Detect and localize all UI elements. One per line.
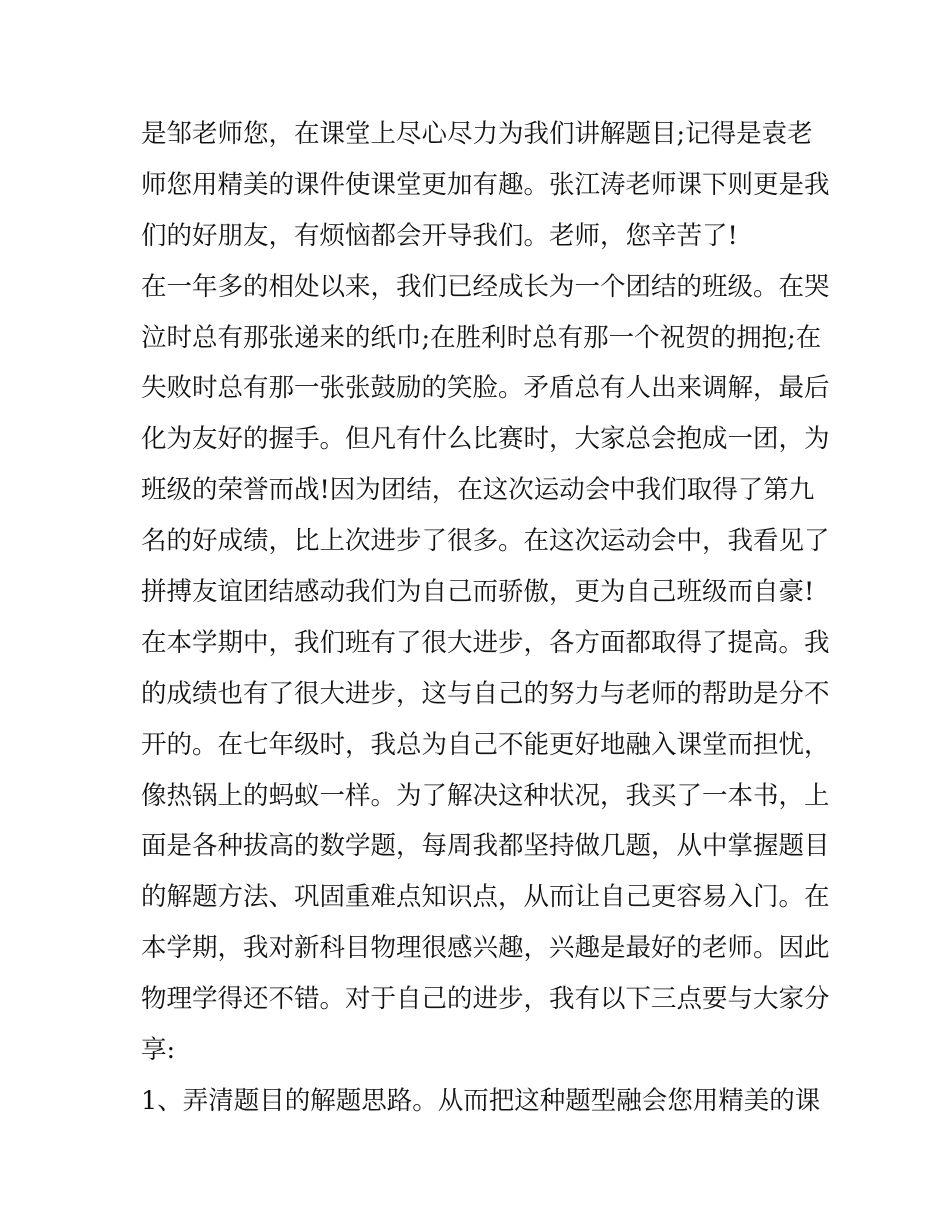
text-line: 化为友好的握手。但凡有什么比赛时，大家总会抱成一团，为 [141,424,830,455]
text-line: 像热锅上的蚂蚁一样。为了解决这种状况，我买了一本书，上 [141,780,830,811]
text-line: 的成绩也有了很大进步，这与自己的努力与老师的帮助是分不 [141,678,830,709]
text-line: 本学期，我对新科目物理很感兴趣，兴趣是最好的老师。因此 [141,933,830,964]
text-line: 失败时总有那一张张鼓励的笑脸。矛盾总有人出来调解，最后 [141,373,830,404]
text-line: 泣时总有那张递来的纸巾;在胜利时总有那一个祝贺的拥抱;在 [141,322,822,353]
text-line: 面是各种拔高的数学题，每周我都坚持做几题，从中掌握题目 [141,831,830,862]
text-line: 享: [141,1035,176,1066]
text-line: 在本学期中，我们班有了很大进步，各方面都取得了提高。我 [141,627,830,658]
text-line: 班级的荣誉而战!因为团结，在这次运动会中我们取得了第九 [141,475,815,506]
text-line: 们的好朋友，有烦恼都会开导我们。老师，您辛苦了! [141,220,738,251]
body-text [141,109,830,1127]
text-line: 的解题方法、巩固重难点知识点，从而让自己更容易入门。在 [141,882,830,913]
text-line: 在一年多的相处以来，我们已经成长为一个团结的班级。在哭 [141,271,830,302]
text-line: 是邹老师您，在课堂上尽心尽力为我们讲解题目;记得是袁老 [141,119,813,149]
text-line: 物理学得还不错。对于自己的进步，我有以下三点要与大家分 [141,984,830,1015]
text-line: 1、弄清题目的解题思路。从而把这种题型融会您用精美的课 [141,1085,821,1116]
text-line: 开的。在七年级时，我总为自己不能更好地融入课堂而担忧， [141,729,830,760]
text-line: 师您用精美的课件使课堂更加有趣。张江涛老师课下则更是我 [141,169,830,200]
text-line: 拼搏友谊团结感动我们为自己而骄傲，更为自己班级而自豪! [141,577,815,608]
text-line: 名的好成绩，比上次进步了很多。在这次运动会中，我看见了 [141,526,830,557]
